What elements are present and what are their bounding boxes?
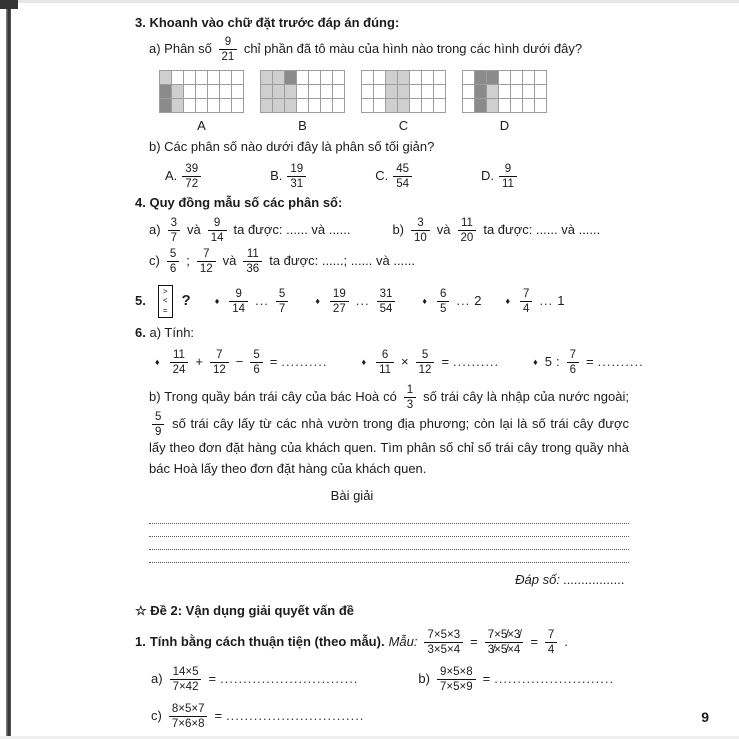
dotted-line [149,550,629,563]
fraction: $\frac{7}{6}$ [567,349,579,376]
grid-cell [172,99,184,113]
grid-cell [386,71,398,85]
dotted-line [149,524,629,537]
page-content [135,10,644,734]
fraction: $\frac{9\times 5\times 8}{7\times 5\times 9}$ [437,666,476,693]
grid-cell [487,71,499,85]
diamond-bullet: ♦ [214,295,220,306]
diamond-bullet: ♦ [533,356,538,367]
grid-cell [208,99,220,113]
fraction: $\frac{31}{54}$ [377,288,396,315]
question-3b-text: b) Các phân số nào dưới đây là phân số tối giản? [149,138,435,154]
fraction: $\frac{3}{10}$ [411,217,430,244]
whole-number: 1 [557,292,565,308]
grid-label-b: B [298,117,307,133]
grid-cell [285,71,297,85]
conjunction: và [436,221,451,237]
answer-blank: .......... [281,353,328,369]
grid-cell [434,71,446,85]
question-1-heading [135,629,629,656]
diamond-bullet: ♦ [315,295,320,306]
grid-cell [297,99,309,113]
question-5-number: 5. [135,292,146,308]
option-d [481,163,520,190]
fraction-denominator: 72 [182,176,201,190]
grid-cell [220,71,232,85]
question-4-number: 4. [135,194,146,210]
grid-cell [463,71,475,85]
answer-grid-c [361,70,446,113]
grid-cell [410,71,422,85]
fraction-numerator: 9 [224,35,232,48]
equals-sign: = [214,708,223,724]
option-c [375,163,415,190]
grid-cell [422,85,434,99]
question-6-number: 6. [135,324,146,340]
fraction: $\frac{5}{12}$ [416,349,435,376]
question-4-title: Quy đồng mẫu số các phân số: [149,194,343,210]
question-6a-label: a) Tính: [149,324,195,340]
answer-blank: .......... [597,353,644,369]
fraction: $\frac{9}{14}$ [229,288,248,315]
conjunction: và [222,252,237,268]
grid-cell [297,85,309,99]
equals-sign: = [470,634,478,650]
fraction: $\frac{19}{27}$ [330,288,349,315]
equals-symbol: = [162,306,168,316]
answer-grid-a [159,70,244,113]
grid-cell [362,71,374,85]
grid-cell [463,99,475,113]
answer-blank: ... [456,292,471,308]
fraction: $\frac{7}{4}$ [520,288,532,315]
grid-cell [196,71,208,85]
item-label: a) [149,221,161,237]
fraction: $\frac{5}{6}$ [250,349,262,376]
grid-cell [285,99,297,113]
question-4b [392,217,600,244]
grid-cell [511,85,523,99]
page-top-edge [0,0,739,3]
grid-cell [160,71,172,85]
grid-cell [273,71,285,85]
grid-cell [434,85,446,99]
separator: ; [186,252,190,268]
page-number: 9 [701,709,709,725]
fraction-1-3: $\frac{1}{3}$ [404,384,416,411]
section-2-title: Đề 2: Vận dụng giải quyết vấn đề [150,603,354,619]
equals-sign: = [208,671,217,687]
grid-cell [196,99,208,113]
equals-sign: = [586,353,594,369]
fraction: $\frac{6}{11}$ [376,349,394,376]
grid-cell [232,71,244,85]
question-6b-word-problem [149,384,629,480]
grid-cell [410,99,422,113]
question-4a [149,217,350,244]
grid-cell [309,71,321,85]
grid-cell [386,99,398,113]
diamond-bullet: ♦ [505,295,511,306]
grid-label-a: A [197,117,206,133]
conjunction: và [186,221,201,237]
grid-cell [362,85,374,99]
grid-cell [422,71,434,85]
less-than-symbol: < [162,296,168,306]
item-label: c) [151,708,162,724]
section-2-heading [135,602,629,621]
solution-writing-lines [149,511,629,563]
grid-cell [184,85,196,99]
option-d-fraction [499,163,517,190]
plus-operator: + [195,353,203,369]
grid-cell [535,85,547,99]
question-1c [151,703,364,730]
grid-cell [309,85,321,99]
fraction-denominator: 11 [499,176,517,190]
question-3a-text [149,36,629,63]
answer-grid-b [260,70,345,113]
grid-cell [208,71,220,85]
question-3-title: Khoanh vào chữ đặt trước đáp án đúng: [149,15,400,30]
fraction-numerator: 45 [396,162,409,175]
question-6a-calculations [155,348,644,376]
option-b-fraction [287,163,306,190]
grid-cell [196,85,208,99]
binding-corner [0,0,18,9]
question-1-row-1 [151,666,629,693]
question-5-row [135,285,629,318]
equals-sign: = [269,353,278,369]
fraction-5-9: $\frac{5}{9}$ [152,411,164,438]
option-a-fraction [182,163,201,190]
problem-text: số trái cây lấy từ các nhà vườn trong địa phương; còn lại là số trái cây được lấy theo đơn đặt hàng của khách quen. Tìm phân số chỉ số trái cây trong quầy nhà bác Hoà lấy theo đơn đặt hàng của khách quen. [149,415,629,476]
fraction: $\frac{5}{6}$ [167,248,179,275]
grid-cell [523,85,535,99]
question-4-heading [135,194,629,213]
answer-line: Đáp số: ................. [515,572,625,588]
fraction: $\frac{8\times 5\times 7}{7\times 6\times 8}$ [169,703,208,730]
compare-item-2 [315,288,398,315]
equals-sign: = [482,671,491,687]
grid-cell [309,99,321,113]
option-a-label: A. [165,167,178,183]
option-b [270,163,309,190]
star-icon: ☆ [135,603,147,619]
grid-cell [487,85,499,99]
fraction: $\frac{11}{36}$ [243,248,262,275]
option-c-label: C. [375,167,389,183]
grid-cell [410,85,422,99]
grid-cell [261,85,273,99]
grid-cell [172,71,184,85]
grid-figure-a [159,70,244,136]
answer-blank: .......... [453,353,500,369]
grid-cell [321,99,333,113]
question-1b [418,666,614,693]
item-label: a) [151,671,163,687]
grid-cell [475,71,487,85]
multiply-operator: × [401,353,409,369]
grid-cell [273,99,285,113]
grid-cell [535,71,547,85]
compare-item-3 [422,288,481,315]
fraction: $\frac{5}{7}$ [276,288,288,315]
greater-than-symbol: > [162,286,168,296]
example-fraction-original: $\frac{7\times 5\times 3}{3\times 5\times 4}$ [424,629,463,656]
option-d-label: D. [480,167,494,183]
fraction: $\frac{6}{5}$ [437,288,449,315]
answer-blank: ... [539,292,554,308]
option-b-label: B. [270,167,283,183]
diamond-bullet: ♦ [422,295,427,306]
compare-item-1 [215,288,292,315]
item-label: c) [149,252,160,268]
grid-figure-c [361,70,446,136]
answer-blank: .............................. [220,671,359,687]
book-binding-strip [6,0,11,739]
question-4c [149,248,415,275]
answer-blank: .............................. [226,708,365,724]
question-3-heading [135,14,629,33]
calc-item-1 [155,349,328,376]
grid-cell [273,85,285,99]
fraction-numerator: 9 [504,162,512,175]
item-label: b) [418,671,430,687]
grid-cell [422,99,434,113]
grid-label-c: C [398,117,409,133]
grid-cell [386,85,398,99]
period: . [564,634,568,650]
item-label: b) [392,221,404,237]
answer-blank: ta được: ...... và ...... [483,221,601,237]
calc-item-3 [533,349,644,376]
example-fraction-cancelled: $\frac{7\times 5̸\times 3̸}{3̸\times 5̸\times 4}$ [485,629,524,656]
grid-cell [523,71,535,85]
fraction-numerator: 39 [185,162,199,175]
question-1-row-2 [151,703,629,730]
problem-text: số trái cây là nhập của nước ngoài; [423,388,629,404]
grid-cell [475,99,487,113]
comparison-symbols-box [158,285,173,318]
answer-grid-d [462,70,547,113]
question-3a-prefix: a) Phân số [149,40,212,56]
question-3-number: 3. [135,15,146,30]
grid-cell [160,85,172,99]
fraction: $\frac{11}{24}$ [170,349,189,376]
answer-blank: ta được: ......; ...... và ...... [269,252,416,268]
grid-cell [232,99,244,113]
grid-cell [475,85,487,99]
grid-cell [220,99,232,113]
grid-cell [398,99,410,113]
grid-cell [333,71,345,85]
question-1-title: Tính bằng cách thuận tiện (theo mẫu). [149,634,385,650]
equals-sign: = [441,353,450,369]
fraction: $\frac{11}{20}$ [458,217,477,244]
grid-cell [535,99,547,113]
grid-cell [499,99,511,113]
grid-cell [220,85,232,99]
grid-cell [297,71,309,85]
whole-number: 5 [544,353,552,369]
example-label: Mẫu: [388,634,418,650]
grid-cell [511,71,523,85]
dotted-line [149,511,629,524]
divide-operator: : [555,353,560,369]
grid-cell [160,99,172,113]
answer-blank: ... [355,292,370,308]
grid-cell [172,85,184,99]
grid-cell [499,71,511,85]
grid-cell [321,71,333,85]
grid-cell [523,99,535,113]
grid-cell [398,71,410,85]
fraction-denominator: 21 [219,49,238,63]
fraction-denominator: 31 [287,176,306,190]
grid-cell [184,99,196,113]
dotted-line [149,537,629,550]
grid-label-d: D [499,117,510,133]
shaded-grids-row [159,70,629,136]
grid-cell [333,85,345,99]
question-1a [151,666,358,693]
grid-cell [499,85,511,99]
grid-cell [463,85,475,99]
option-a [165,163,204,190]
question-3a-suffix: chỉ phần đã tô màu của hình nào trong các hình dưới đây? [243,40,583,56]
grid-cell [321,85,333,99]
fraction: $\frac{7}{12}$ [197,248,216,275]
fraction: $\frac{14\times 5}{7\times 42}$ [170,666,202,693]
fraction-denominator: 54 [393,176,412,190]
grid-cell [398,85,410,99]
fraction: $\frac{7}{12}$ [210,349,229,376]
question-mark: ? [181,292,191,310]
compare-item-4 [505,288,564,315]
grid-cell [374,71,386,85]
equals-sign: = [530,634,538,650]
minus-operator: − [235,353,244,369]
grid-cell [374,85,386,99]
grid-cell [333,99,345,113]
whole-number: 2 [474,292,482,308]
grid-cell [511,99,523,113]
question-3b-options [165,163,629,190]
grid-cell [487,99,499,113]
grid-cell [285,85,297,99]
grid-figure-d [462,70,547,136]
answer-blank: ta được: ...... và ...... [233,221,351,237]
grid-cell [208,85,220,99]
grid-cell [261,99,273,113]
grid-cell [374,99,386,113]
grid-cell [261,71,273,85]
answer-blank: .......................... [494,671,615,687]
example-fraction-result: $\frac{7}{4}$ [545,629,557,656]
grid-cell [434,99,446,113]
problem-text: b) Trong quầy bán trái cây của bác Hoà có [149,388,397,404]
grid-cell [362,99,374,113]
question-6-heading [135,324,629,343]
question-4-row-1 [149,217,629,244]
calc-item-2 [362,349,500,376]
fraction-9-21 [219,36,238,63]
solution-title: Bài giải [330,488,374,504]
grid-figure-b [260,70,345,136]
fraction: $\frac{9}{14}$ [208,217,227,244]
option-c-fraction [393,163,412,190]
diamond-bullet: ♦ [155,356,160,367]
question-5-lead [135,285,191,318]
grid-cell [232,85,244,99]
grid-cell [184,71,196,85]
fraction: $\frac{3}{7}$ [168,217,180,244]
question-1-number: 1. [135,634,146,650]
diamond-bullet: ♦ [361,356,367,367]
fraction-numerator: 19 [290,162,304,175]
question-4-row-2 [149,248,629,275]
answer-blank: ... [255,292,269,308]
